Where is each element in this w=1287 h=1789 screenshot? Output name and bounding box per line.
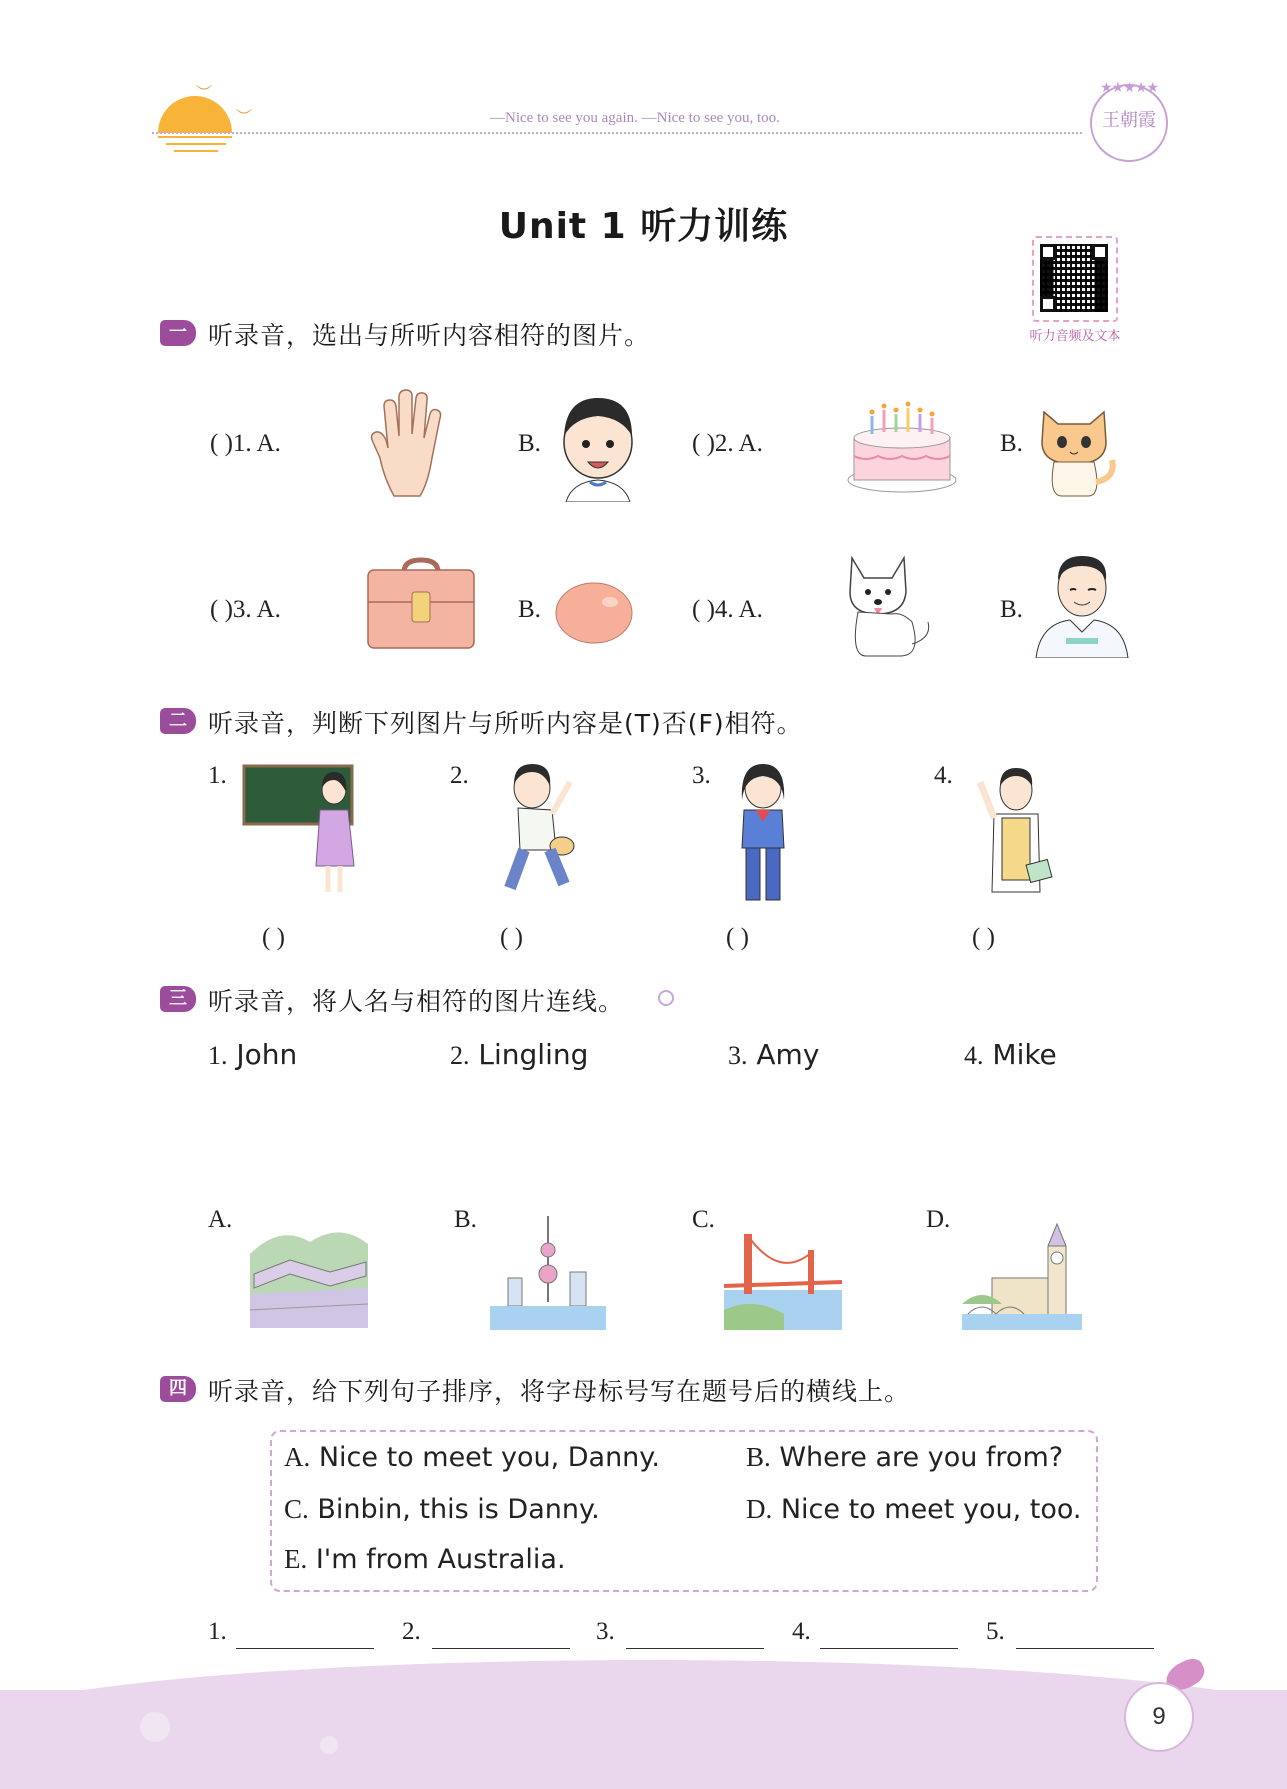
waving-man-icon <box>972 762 1054 896</box>
footer-bubble <box>140 1712 170 1742</box>
section-instruction: 听录音，判断下列图片与所听内容是(T)否(F)相符。 <box>208 709 803 738</box>
birthday-cake-icon <box>846 400 958 496</box>
shanghai-tower-icon <box>490 1212 606 1330</box>
sentence-item: B. Where are you from? <box>746 1442 1064 1473</box>
section-badge: 二 <box>160 708 196 734</box>
dog-icon <box>842 552 932 660</box>
brand-seal-logo <box>1090 80 1168 162</box>
picture-label: A. <box>208 1206 233 1233</box>
name-item: 3. Amy <box>728 1038 820 1071</box>
item-number: 3. <box>692 762 711 789</box>
item-number: 4. <box>934 762 953 789</box>
qr-caption: 听力音频及文本 <box>1029 329 1121 344</box>
page-title: Unit 1 听力训练 <box>498 206 789 247</box>
sun-line <box>166 143 226 145</box>
answer-line[interactable] <box>820 1646 958 1649</box>
boy-face-icon <box>556 392 640 502</box>
sentence-item: E. I'm from Australia. <box>284 1544 566 1575</box>
name-item: 1. John <box>208 1038 298 1071</box>
answer-blank[interactable]: ( ) <box>726 924 749 951</box>
seal-text: 王朝霞 <box>1102 110 1156 131</box>
name-item: 4. Mike <box>964 1038 1057 1071</box>
big-ben-icon <box>962 1220 1082 1330</box>
stars-icon: ★★★★★ <box>1100 80 1158 96</box>
footer-band <box>0 1690 1287 1789</box>
qr-code-icon[interactable] <box>1040 244 1108 312</box>
picture-label: C. <box>692 1206 715 1233</box>
section-instruction: 听录音，将人名与相符的图片连线。 <box>208 987 625 1016</box>
question-label: ( )2. A. <box>692 430 763 457</box>
option-label: B. <box>1000 430 1023 457</box>
running-boy-icon <box>492 760 588 900</box>
option-label: B. <box>518 596 541 623</box>
egg-icon <box>554 580 634 646</box>
hand-icon <box>370 388 444 498</box>
blank-number: 4. <box>792 1618 811 1645</box>
name-label: John <box>236 1038 298 1071</box>
sun-line <box>174 150 218 152</box>
section-badge: 四 <box>160 1376 196 1402</box>
footer-bubble <box>320 1736 338 1754</box>
answer-line[interactable] <box>236 1646 374 1649</box>
answer-line[interactable] <box>1016 1646 1154 1649</box>
picture-label: D. <box>926 1206 951 1233</box>
section-badge: 一 <box>160 320 196 346</box>
girl-uniform-icon <box>728 760 798 910</box>
question-label: ( )1. A. <box>210 430 281 457</box>
answer-line[interactable] <box>432 1646 570 1649</box>
location-pin-icon <box>658 990 674 1006</box>
man-icon <box>1030 550 1134 658</box>
bird-icon: ︶ <box>236 107 253 126</box>
name-label: Amy <box>756 1038 820 1071</box>
blank-number: 2. <box>402 1618 421 1645</box>
option-label: B. <box>1000 596 1023 623</box>
header-divider <box>152 132 1082 134</box>
name-label: Mike <box>992 1038 1057 1071</box>
header-motto: —Nice to see you again. —Nice to see you, too. <box>490 110 780 126</box>
answer-blank[interactable]: ( ) <box>972 924 995 951</box>
bag-icon <box>364 556 478 652</box>
name-item: 2. Lingling <box>450 1038 589 1071</box>
bird-icon: ︶ <box>196 83 213 102</box>
item-number: 1. <box>208 762 227 789</box>
picture-label: B. <box>454 1206 477 1233</box>
cat-icon <box>1032 402 1116 498</box>
option-label: B. <box>518 430 541 457</box>
item-number: 2. <box>450 762 469 789</box>
great-wall-icon <box>250 1214 368 1328</box>
question-label: ( )4. A. <box>692 596 763 623</box>
section-instruction: 听录音，选出与所听内容相符的图片。 <box>208 321 651 350</box>
sun-line <box>158 136 232 138</box>
answer-blank[interactable]: ( ) <box>262 924 285 951</box>
section-badge: 三 <box>160 986 196 1012</box>
answer-blank[interactable]: ( ) <box>500 924 523 951</box>
sentence-item: A. Nice to meet you, Danny. <box>284 1442 661 1473</box>
sentence-item: D. Nice to meet you, too. <box>746 1494 1082 1525</box>
name-label: Lingling <box>478 1038 589 1071</box>
section-instruction: 听录音，给下列句子排序，将字母标号写在题号后的横线上。 <box>208 1377 911 1406</box>
page-number: 9 <box>1124 1682 1194 1752</box>
blank-number: 3. <box>596 1618 615 1645</box>
blank-number: 1. <box>208 1618 227 1645</box>
golden-gate-bridge-icon <box>724 1230 842 1330</box>
sun-logo-icon <box>158 96 232 133</box>
blank-number: 5. <box>986 1618 1005 1645</box>
sentence-item: C. Binbin, this is Danny. <box>284 1494 600 1525</box>
teacher-at-blackboard-icon <box>242 762 356 902</box>
question-label: ( )3. A. <box>210 596 281 623</box>
answer-line[interactable] <box>626 1646 764 1649</box>
